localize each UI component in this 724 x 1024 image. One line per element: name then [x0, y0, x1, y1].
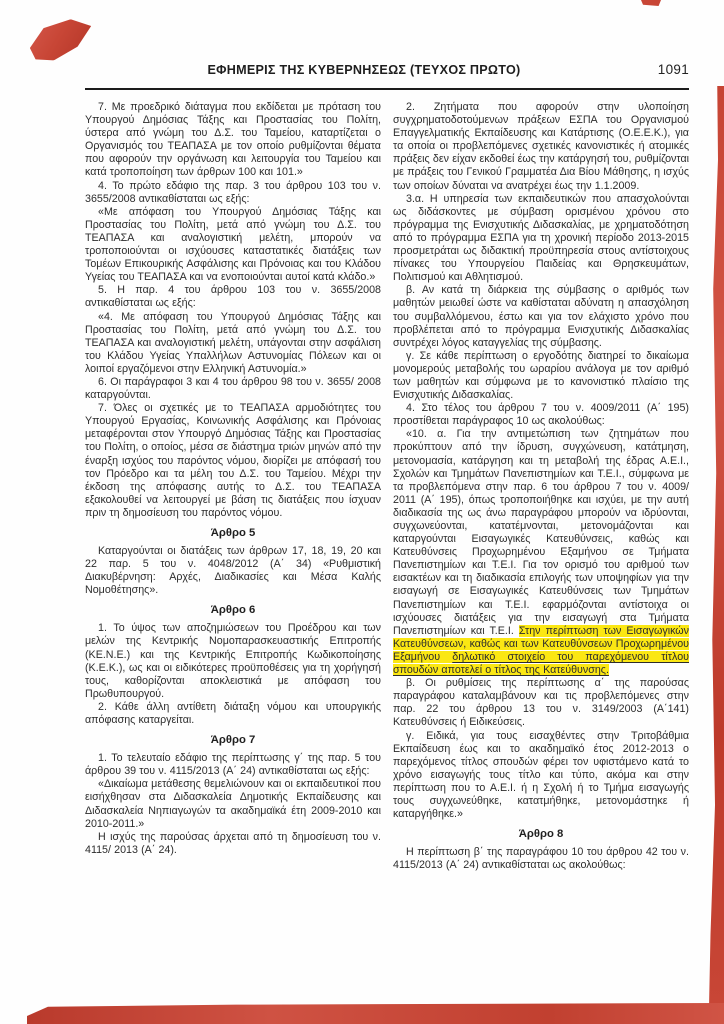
text-run: «4. Με απόφαση του Υπουργού Δημόσιας Τάξης και Προστασίας του Πολίτη, μετά από γνώμη του Δ.Σ. του ΤΕΑΠΑΣΑ και αναλογιστική μελέτη, υπάγονται στην ασφάλιση του Κλάδου Υγείας Υπαλλήλων Αστυνομίας Πόλεων και οι λοιποί εργαζόμενοι στην Ελληνική Αστυνομία.»: [85, 310, 381, 375]
paragraph: [85, 402, 381, 520]
text-run: 2. Κάθε άλλη αντίθετη διάταξη νόμου και υπουργικής απόφασης καταργείται.: [85, 700, 381, 727]
paragraph: [85, 778, 381, 830]
paragraph: [85, 831, 381, 857]
paragraph: [393, 350, 689, 402]
paragraph: [393, 101, 689, 193]
article-heading: [85, 527, 381, 540]
paragraph: [85, 622, 381, 701]
paragraph: [393, 402, 689, 428]
paragraph: [85, 284, 381, 310]
paragraph: [85, 311, 381, 376]
red-scan-mark-top-edge: [641, 0, 661, 6]
paragraph: [85, 752, 381, 778]
paragraph: [85, 101, 381, 180]
paragraph: [85, 376, 381, 402]
paragraph: [393, 677, 689, 729]
article-heading: [393, 828, 689, 841]
text-run: 3.α. Η υπηρεσία των εκπαιδευτικών που απασχολούνται ως διδάσκοντες με σύμβαση ορισμένου χρόνου στο πρόγραμμα της Ενισχυτικής Διδασκαλίας, με χρηματοδότηση από το πρόγραμμα ΕΣΠΑ για τη χρονική περίοδο 2013-2015 προσμετράται ως διδακτική προϋπηρεσία στους αντίστοιχους πίνακες του Υπουργείου Παιδείας και Θρησκευμάτων, Πολιτισμού και Αθλητισμού.: [393, 192, 689, 284]
text-run: «Με απόφαση του Υπουργού Δημόσιας Τάξης και Προστασίας του Πολίτη, μετά από γνώμη του Δ.Σ. του ΤΕΑΠΑΣΑ και αναλογιστική μελέτη, μπορούν να τροποποιούνται οι ισχύουσες καταστατικές διατάξεις των Τομέων Επικουρικής Ασφάλισης και Πρόνοιας και του Κλάδου Υγείας του ΤΕΑΠΑΣΑ και να ενοποιούνται αυτοί κατά κλάδο.»: [85, 205, 381, 284]
paragraph: [393, 284, 689, 349]
highlighted-text: δηλωτικό στοιχείο του παρεχόμενου τίτλου σπουδών αποτελεί ο τίτλος της Κατεύθυνσης.: [393, 650, 689, 677]
paragraph: [85, 701, 381, 727]
text-run: 6. Οι παράγραφοι 3 και 4 του άρθρου 98 του ν. 3655/ 2008 καταργούνται.: [85, 375, 381, 402]
paragraph: [393, 428, 689, 677]
red-scan-mark-right-edge: [709, 86, 724, 1008]
header-rule: [85, 88, 689, 90]
text-run: Άρθρο 5: [210, 527, 256, 539]
text-run: 7. Όλες οι σχετικές με το ΤΕΑΠΑΣΑ αρμοδιότητες του Υπουργού Εργασίας, Κοινωνικής Ασφάλισης και Πρόνοιας μεταφέρονται στον Υπουργό Δημόσιας Τάξης και Προστασίας του Πολίτη, ο οποίος, μέσα σε διάστημα τριών μηνών από την έναρξη ισχύος του παρόντος νόμου, διορίζει με απόφασή του τον Πρόεδρο και τα μέλη του Δ.Σ. του Ταμείου. Μέχρι την έκδοση της απόφασης αυτής το Δ.Σ. του ΤΕΑΠΑΣΑ εξακολουθεί να λειτουργεί με βάση τις διατάξεις που ίσχυαν πριν τη δημοσίευση του παρόντος νόμου.: [85, 402, 381, 519]
paragraph: [393, 193, 689, 285]
paragraph: [85, 180, 381, 206]
paragraph: [85, 545, 381, 597]
highlighted-text: Στην περίπτωση των Εισαγωγικών Κατευθύνσεων, καθώς και των Κατευθύνσεων Προχωρημένου Εξαμήνου: [393, 624, 689, 663]
text-run: Άρθρο 8: [518, 828, 564, 841]
text-run: 5. Η παρ. 4 του άρθρου 103 του ν. 3655/2008 αντικαθίσταται ως εξής:: [85, 284, 381, 310]
page-header: [85, 60, 689, 84]
text-run: 1. Το τελευταίο εδάφιο της περίπτωσης γ΄ της παρ. 5 του άρθρου 39 του ν. 4115/2013 (Α΄ 24) αντικαθίσταται ως εξής:: [85, 752, 381, 778]
text-run: β. Αν κατά τη διάρκεια της σύμβασης ο αριθμός των μαθητών μειωθεί ώστε να καθίσταται αδύνατη η απασχόληση του συμβαλλόμενου, έστω και για τον ελάχιστο χρόνο που προβλέπεται από το πρόγραμμα Ενισχυτικής Διδασκαλίας συντρέχει λόγος καταγγελίας της σύμβασης.: [393, 284, 689, 349]
article-heading: [85, 734, 381, 747]
paragraph: [85, 206, 381, 285]
article-heading: [85, 604, 381, 617]
red-scan-mark-top-left: [26, 16, 95, 64]
text-run: Καταργούνται οι διατάξεις των άρθρων 17, 18, 19, 20 και 22 παρ. 5 του ν. 4048/2012 (Α΄ 34) «Ρυθμιστική Διακυβέρνηση: Αρχές, Διαδικασίες και Μέσα Καλής Νομοθέτησης».: [85, 545, 381, 597]
text-run: β. Οι ρυθμίσεις της περίπτωσης α΄ της παρούσας παραγράφου καταλαμβάνουν και τις προβλεπόμενες στην παρ. 22 του άρθρου 13 του ν. 3149/2003 (Α΄141) Κατευθύνσεις ή Ειδικεύσεις.: [393, 677, 689, 729]
page-number: 1091: [657, 62, 689, 77]
paragraph: [393, 730, 689, 822]
gazette-title: ΕΦΗΜΕΡΙΣ ΤΗΣ ΚΥΒΕΡΝΗΣΕΩΣ (ΤΕΥΧΟΣ ΠΡΩΤΟ): [207, 63, 521, 77]
text-run: Άρθρο 7: [210, 734, 256, 747]
text-run: 4. Στο τέλος του άρθρου 7 του ν. 4009/2011 (Α΄ 195) προστίθεται παράγραφος 10 ως ακολούθως:: [393, 402, 689, 428]
right-column: [393, 101, 689, 872]
text-run: «Δικαίωμα μετάθεσης θεμελιώνουν και οι εκπαιδευτικοί που εισήχθησαν στα Διδασκαλεία Δημοτικής Εκπαίδευσης και Διδασκαλεία Νηπιαγωγών τα ακαδημαϊκά έτη 2009-2010 και 2010-2011.»: [85, 778, 381, 830]
text-columns: [85, 101, 689, 872]
text-run: γ. Ειδικά, για τους εισαχθέντες στην Τριτοβάθμια Εκπαίδευση έως και το ακαδημαϊκό έτος 2012-2013 ο παρεχόμενος τίτλος σπουδών φέρει τον υφιστάμενο κατά το χρόνο εισαγωγής τους τίτλο και τύπο, ακόμα και στην περίπτωση που το Α.Ε.Ι. ή η Σχολή ή το Τμήμα εισαγωγής τους συγχωνεύθηκε, κατατμήθηκε, μετονομάστηκε ή καταργήθηκε.»: [393, 729, 689, 821]
left-column: [85, 101, 381, 872]
red-scan-mark-bottom-edge: [27, 1003, 724, 1024]
paragraph: [393, 846, 689, 872]
text-run: 1. Το ύψος των αποζημιώσεων του Προέδρου και των μελών της Κεντρικής Νομοπαρασκευαστικής Επιτροπής (ΚΕ.Ν.Ε.) και της Κεντρικής Επιτροπής Κωδικοποίησης (Κ.Ε.Κ.), ως και οι ειδικότερες προϋποθέσεις για τη χορήγησή τους, καθορίζονται αποκλειστικά με απόφαση του Πρωθυπουργού.: [85, 622, 381, 700]
text-run: 2. Ζητήματα που αφορούν στην υλοποίηση συγχρηματοδοτούμενων πράξεων ΕΣΠΑ του Οργανισμού Επαγγελματικής Εκπαίδευσης και Κατάρτισης (Ο.Ε.Ε.Κ.), για τα οποία οι προβλεπόμενες σχετικές κανονιστικές ή ατομικές πράξεις δεν είχαν εκδοθεί έως την κατάργησή του, ρυθμίζονται με πράξεις του Γενικού Γραμματέα Δια Βίου Μάθησης, η ισχύς των οποίων δύναται να ανατρέχει έως την 1.1.2009.: [393, 101, 689, 192]
text-run: γ. Σε κάθε περίπτωση ο εργοδότης διατηρεί το δικαίωμα μονομερούς μεταβολής του ωραρίου ανάλογα με τον αριθμό των μαθητών και σύμφωνα με το κανονιστικό πλαίσιο της Ενισχυτικής Διδασκαλίας.: [393, 349, 689, 402]
text-run: Άρθρο 6: [210, 604, 256, 617]
text-run: Η ισχύς της παρούσας άρχεται από τη δημοσίευση του ν. 4115/ 2013 (Α΄ 24).: [85, 830, 381, 856]
text-run: «10. α. Για την αντιμετώπιση των ζητημάτων που προκύπτουν από την ίδρυση, συγχώνευση, κατάτμηση, μετονομασία, κατάργηση και τη μεταβολή της έδρας Α.Ε.Ι., Σχολών και Τμημάτων Πανεπιστημίων και Τ.Ε.Ι., σύμφωνα με τα προβλεπόμενα στην παρ. 6 του άρθρου 7 του ν. 4009/ 2011 (Α΄ 195), όπως τροποποιήθηκε και ισχύει, με την αυτή διαδικασία της ως άνω παραγράφου μπορούν να ιδρύονται, συγχωνεύονται, κατατέμνονται, μετονομάζονται και καταργούνται Εισαγωγικές Κατευθύνσεις, καθώς και Κατευθύνσεις Προχωρημένου Εξαμήνου σε Τμήματα Πανεπιστημίων και Τ.Ε.Ι. Για τον ορισμό του αριθμού των εισακτέων και τη διαδικασία επιλογής των υποψηφίων για την εισαγωγή σε Εισαγωγικές Κατευθύνσεις των Τμημάτων Πανεπιστημίων και Τ.Ε.Ι. εφαρμόζονται αντίστοιχα οι ισχύουσες διατάξεις για την εισαγωγή στα Τμήματα Πανεπιστημίων και Τ.Ε.Ι.: [393, 428, 689, 637]
text-run: 4. Το πρώτο εδάφιο της παρ. 3 του άρθρου 103 του ν. 3655/2008 αντικαθίσταται ως εξής:: [85, 179, 381, 205]
text-run: 7. Με προεδρικό διάταγμα που εκδίδεται με πρόταση του Υπουργού Δημόσιας Τάξης και Προστασίας του Πολίτη, ύστερα από γνώμη του Δ.Σ. του Ταμείου, καταρτίζεται ο Οργανισμός του ΤΕΑΠΑΣΑ με τον οποίο ρυθμίζονται θέματα που αφορούν την οργάνωση και λειτουργία του Ταμείου και κατά τροποποίηση των άρθρων 100 και 101.»: [85, 101, 381, 179]
text-run: Η περίπτωση β΄ της παραγράφου 10 του άρθρου 42 του ν. 4115/2013 (Α΄ 24) αντικαθίσταται ως ακολούθως:: [393, 846, 689, 872]
